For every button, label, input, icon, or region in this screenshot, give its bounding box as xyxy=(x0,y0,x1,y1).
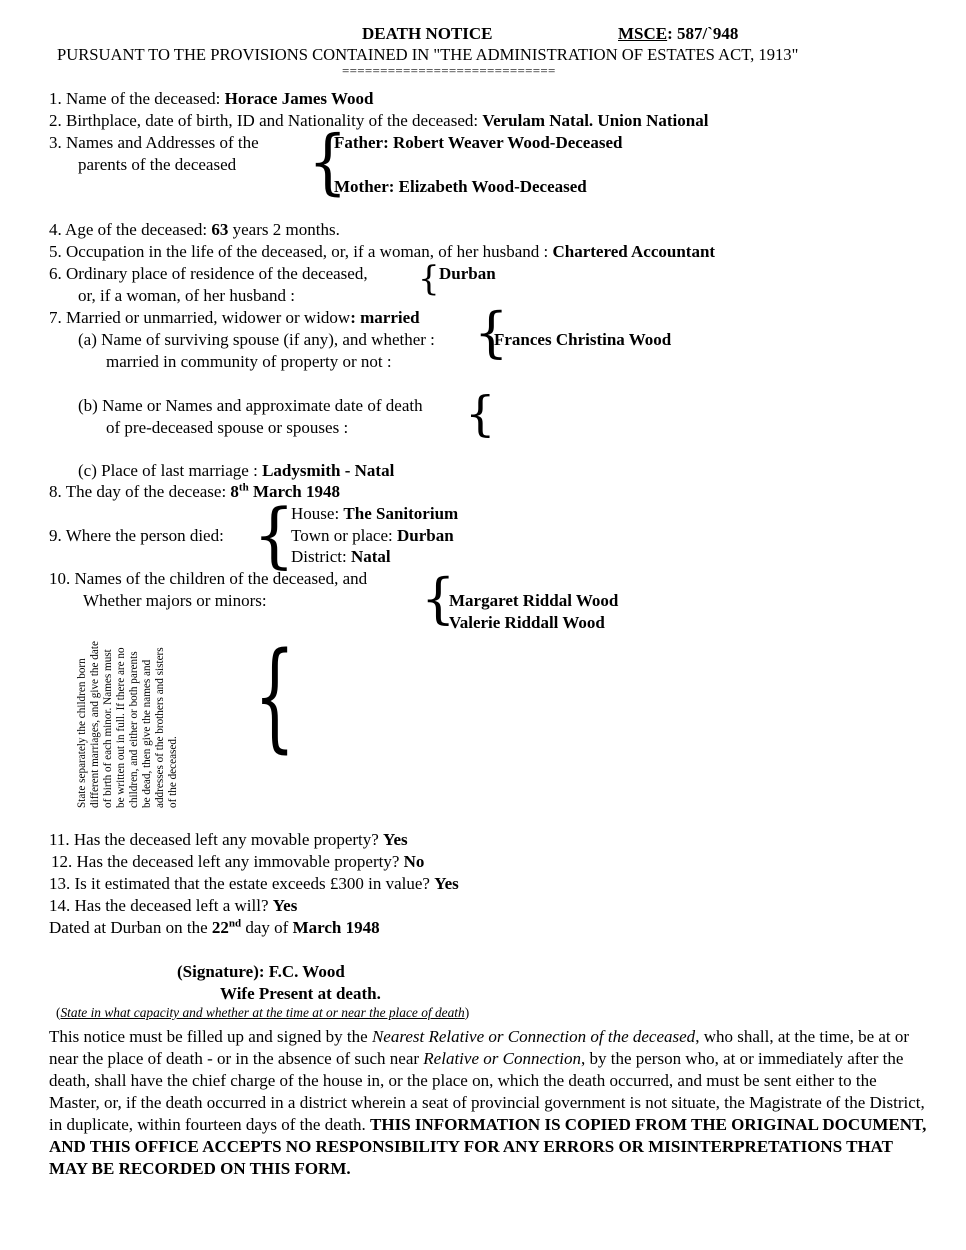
item-1-name: 1. Name of the deceased: Horace James Wood xyxy=(49,89,374,108)
side-note-line-8: of the deceased. xyxy=(167,736,179,808)
item-7b-label: (b) Name or Names and approximate date of death xyxy=(78,396,423,415)
item-12-immovable: 12. Has the deceased left any immovable property? No xyxy=(51,852,425,871)
item-13-estate: 13. Is it estimated that the estate exceeds £300 in value? Yes xyxy=(49,874,459,893)
item-3-label-cont: parents of the deceased xyxy=(78,155,237,174)
dated-line: Dated at Durban on the 22nd day of March 1948 xyxy=(49,917,380,937)
side-note-line-5: children, and either or both parents xyxy=(128,651,140,808)
side-note-line-1: State separately the children born xyxy=(76,658,88,808)
item-10-label-cont: Whether majors or minors: xyxy=(83,591,267,610)
side-note-line-4: be written out in full. If there are no xyxy=(115,647,127,808)
item-7-marital: 7. Married or unmarried, widower or widow: married xyxy=(49,308,420,327)
side-note-line-3: of birth of each minor. Names must xyxy=(102,649,114,808)
item-6-residence-cont: or, if a woman, of her husband : xyxy=(78,286,295,305)
district-value: District: Natal xyxy=(291,547,391,566)
brace-place: { xyxy=(253,493,295,577)
header-rule: ============================ xyxy=(342,63,556,78)
reference-number: MSCE: 587/`948 xyxy=(618,24,739,43)
side-note-line-6: be dead, then give the names and xyxy=(141,659,153,808)
signature-line: (Signature): F.C. Wood xyxy=(177,962,345,981)
brace-residence: { xyxy=(418,259,440,299)
item-7a-label-cont: married in community of property or not : xyxy=(106,352,392,371)
brace-parents: { xyxy=(308,119,348,204)
item-7a-label: (a) Name of surviving spouse (if any), and whether : xyxy=(78,330,435,349)
item-8-date: 8. The day of the decease: 8th March 1948 xyxy=(49,481,340,501)
item-4-age: 4. Age of the deceased: 63 years 2 months. xyxy=(49,220,340,239)
capacity-note: (State in what capacity and whether at the time at or near the place of death) xyxy=(56,1005,470,1020)
item-10-label: 10. Names of the children of the deceased, and xyxy=(49,569,368,588)
document-title: DEATH NOTICE xyxy=(362,24,493,43)
item-7b-label-cont: of pre-deceased spouse or spouses : xyxy=(106,418,349,437)
brace-children: { xyxy=(421,567,456,630)
brace-spouse: { xyxy=(474,301,509,364)
brace-predeceased: { xyxy=(465,386,496,442)
residence-value: Durban xyxy=(439,264,496,283)
item-6-residence: 6. Ordinary place of residence of the deceased, xyxy=(49,264,368,283)
town-value: Town or place: Durban xyxy=(291,526,454,545)
mother-value: Mother: Elizabeth Wood-Deceased xyxy=(334,177,587,196)
brace-side-note: { xyxy=(254,626,296,764)
signature-capacity: Wife Present at death. xyxy=(220,984,381,1003)
spouse-value: Frances Christina Wood xyxy=(494,330,672,349)
item-11-movable: 11. Has the deceased left any movable property? Yes xyxy=(49,830,408,849)
instructions-paragraph: This notice must be filled up and signed by the Nearest Relative or Connection of the deceased, who shall, at the time, be at or near the place of death - or in the absence of such near Relative or Connection, by the person who, at or immediately after the death, shall have the chief charge of the house in, or the place on, which the death occurred, and must be sent either to the Master, or, if the death occurred in a district wherein a seat of provincial government is not situate, the Magistrate of the District, in duplicate, within fourteen days of the death. THIS INFORMATION IS COPIED FROM THE ORIGINAL DOCUMENT, AND THIS OFFICE ACCEPTS NO RESPONSIBILITY FOR ANY ERRORS OR MISINTERPRETATIONS THAT MAY BE RECORDED ON THIS FORM. xyxy=(49,1027,927,1178)
child-1: Margaret Riddal Wood xyxy=(449,591,619,610)
item-7c-marriage-place: (c) Place of last marriage : Ladysmith - Natal xyxy=(78,461,395,480)
document-subtitle: PURSUANT TO THE PROVISIONS CONTAINED IN "THE ADMINISTRATION OF ESTATES ACT, 1913" xyxy=(57,45,799,64)
side-note-line-2: different marriages, and give the date xyxy=(89,641,101,808)
item-14-will: 14. Has the deceased left a will? Yes xyxy=(49,896,298,915)
item-5-occupation: 5. Occupation in the life of the deceased, or, if a woman, of her husband : Chartered Accountant xyxy=(49,242,716,261)
house-value: House: The Sanitorium xyxy=(291,504,459,523)
father-value: Father: Robert Weaver Wood-Deceased xyxy=(334,133,623,152)
item-2-birthplace: 2. Birthplace, date of birth, ID and Nationality of the deceased: Verulam Natal. Union National xyxy=(49,111,709,130)
item-3-label: 3. Names and Addresses of the xyxy=(49,133,259,152)
child-2: Valerie Riddall Wood xyxy=(449,613,605,632)
item-9-label: 9. Where the person died: xyxy=(49,526,224,545)
side-note-line-7: addresses of the brothers and sisters xyxy=(154,647,166,808)
